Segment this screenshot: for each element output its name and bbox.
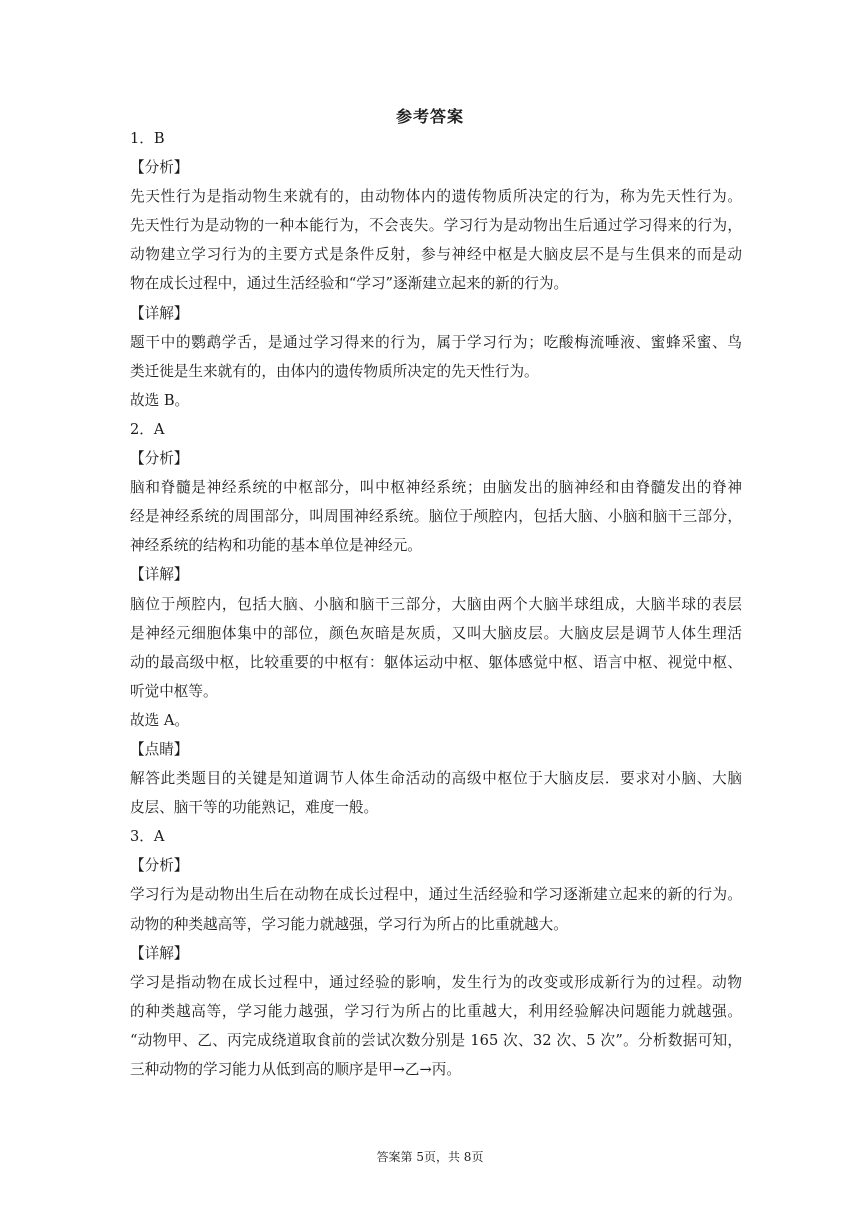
text-line: 学习行为是动物出生后在动物在成长过程中，通过生活经验和学习逐渐建立起来的新的行为。 [130, 886, 742, 904]
text-line: 题干中的鹦鹉学舌，是通过学习得来的行为，属于学习行为；吃酸梅流唾液、蜜蜂采蜜、鸟 [130, 333, 742, 351]
text-line: 故选 B。 [130, 391, 190, 409]
text-line: 学习是指动物在成长过程中，通过经验的影响，发生行为的改变或形成新行为的过程。动物 [130, 973, 742, 991]
text-line: 【分析】 [130, 159, 189, 177]
text-line: 先天性行为是动物的一种本能行为，不会丧失。学习行为是动物出生后通过学习得来的行为， [130, 217, 742, 235]
text-line: 2．A [130, 420, 165, 438]
text-line: “动物甲、乙、丙完成绕道取食前的尝试次数分别是 165 次、32 次、5 次”。分析数据可知， [130, 1031, 742, 1049]
text-line: 脑和脊髓是神经系统的中枢部分，叫中枢神经系统；由脑发出的脑神经和由脊髓发出的脊神 [130, 479, 742, 497]
text-line: 1．B [130, 130, 165, 147]
text-line: 【分析】 [130, 857, 189, 875]
text-line: 动物建立学习行为的主要方式是条件反射，参与神经中枢是大脑皮层不是与生俱来的而是动 [130, 246, 742, 264]
text-line: 【详解】 [130, 566, 189, 584]
text-line: 物在成长过程中，通过生活经验和“学习”逐渐建立起来的新的行为。 [130, 275, 569, 293]
text-line: 听觉中枢等。 [130, 682, 218, 700]
text-line: 【详解】 [130, 944, 189, 962]
text-line: 动的最高级中枢，比较重要的中枢有：躯体运动中枢、躯体感觉中枢、语言中枢、视觉中枢、 [130, 653, 742, 671]
text-line: 动物的种类越高等，学习能力就越强，学习行为所占的比重就越大。 [130, 915, 568, 933]
text-line: 3．A [130, 828, 165, 846]
text-line: 的种类越高等，学习能力越强，学习行为所占的比重越大，利用经验解决问题能力就越强。 [130, 1002, 742, 1020]
page-title: 参考答案 [395, 107, 464, 126]
text-line: 【详解】 [130, 304, 189, 322]
text-line: 类迁徙是生来就有的，由体内的遗传物质所决定的先天性行为。 [130, 362, 539, 380]
text-line: 经是神经系统的周围部分，叫周围神经系统。脑位于颅腔内，包括大脑、小脑和脑干三部分， [130, 508, 742, 526]
page-footer: 答案第 5页，共 8页 [376, 1150, 484, 1164]
text-line: 【分析】 [130, 450, 189, 468]
text-line: 是神经元细胞体集中的部位，颜色灰暗是灰质，又叫大脑皮层。大脑皮层是调节人体生理活 [130, 624, 742, 642]
text-line: 三种动物的学习能力从低到高的顺序是甲→乙→丙。 [130, 1061, 461, 1078]
text-line: 【点睛】 [130, 740, 189, 758]
text-line: 皮层、脑干等的功能熟记，难度一般。 [130, 799, 379, 817]
text-line: 解答此类题目的关键是知道调节人体生命活动的高级中枢位于大脑皮层．要求对小脑、大脑 [130, 770, 742, 788]
text-line: 脑位于颅腔内，包括大脑、小脑和脑干三部分，大脑由两个大脑半球组成，大脑半球的表层 [130, 595, 742, 613]
text-line: 故选 A。 [130, 711, 189, 729]
text-line: 神经系统的结构和功能的基本单位是神经元。 [130, 537, 422, 555]
text-line: 先天性行为是指动物生来就有的，由动物体内的遗传物质所决定的行为，称为先天性行为。 [130, 188, 742, 206]
answer-body [130, 124, 742, 1084]
